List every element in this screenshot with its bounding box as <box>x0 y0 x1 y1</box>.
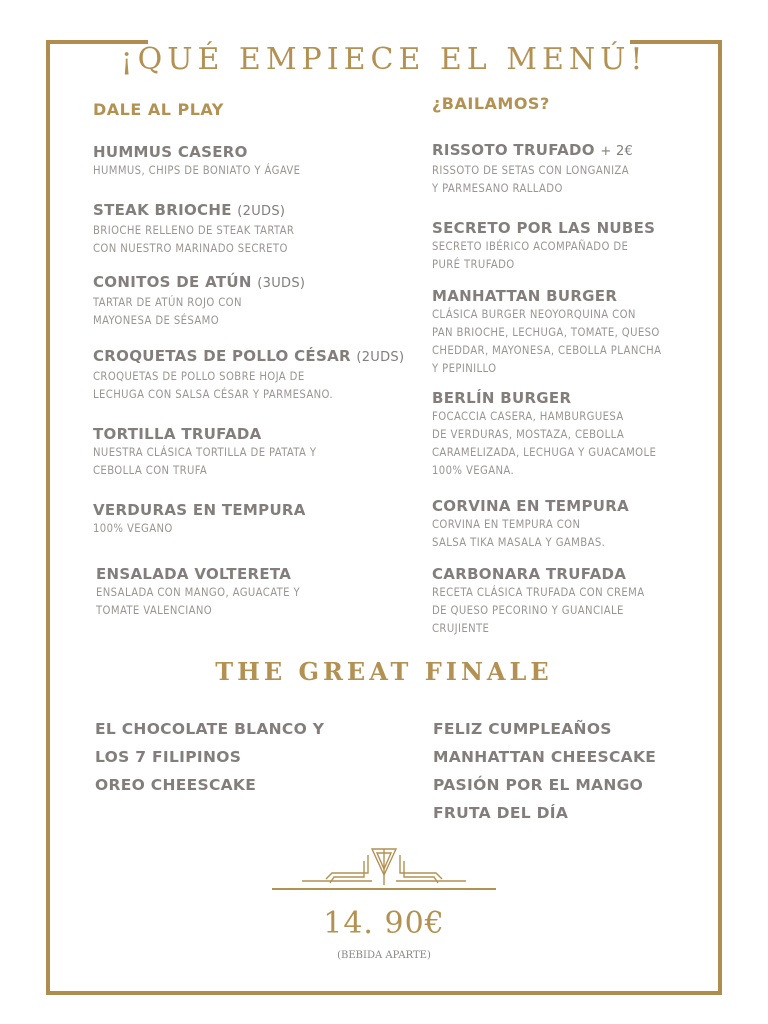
dish-name: SECRETO POR LAS NUBES <box>432 219 656 237</box>
dish-name: RISSOTO TRUFADO + 2€ <box>432 141 634 159</box>
frame-bottom <box>46 991 722 995</box>
dish-description: RISSOTO DE SETAS CON LONGANIZA Y PARMESANO RALLADO <box>432 164 630 195</box>
dish-name: CORVINA EN TEMPURA <box>432 497 630 515</box>
dish-extra: (2UDS) <box>237 204 286 219</box>
finale-title: THE GREAT FINALE <box>215 657 553 686</box>
dish-name: ENSALADA VOLTERETA <box>96 565 292 583</box>
dish-description: SECRETO IBÉRICO ACOMPAÑADO DE PURÉ TRUFADO <box>432 240 629 271</box>
dish-name: CARBONARA TRUFADA <box>432 565 627 583</box>
dish-description: CROQUETAS DE POLLO SOBRE HOJA DE LECHUGA CON SALSA CÉSAR Y PARMESANO. <box>93 370 333 401</box>
dish-manhattan-burger <box>432 286 661 378</box>
dish-steak-brioche <box>93 200 294 258</box>
dish-description: HUMMUS, CHIPS DE BONIATO Y ÁGAVE <box>93 164 301 177</box>
section-title-bailamos: ¿BAILAMOS? <box>432 94 550 113</box>
dish-extra: + 2€ <box>600 144 634 159</box>
dish-berlin-burger <box>432 388 656 480</box>
dish-extra: (2UDS) <box>356 350 405 365</box>
dish-description: TARTAR DE ATÚN ROJO CON MAYONESA DE SÉSAMO <box>93 296 242 327</box>
dish-name: STEAK BRIOCHE (2UDS) <box>93 201 286 219</box>
dessert-item: EL CHOCOLATE BLANCO Y <box>95 720 325 738</box>
dish-conitos-de-atun <box>93 272 305 330</box>
frame-right <box>718 40 722 995</box>
section-title-dale-al-play: DALE AL PLAY <box>93 100 224 119</box>
dessert-item: OREO CHEESCAKE <box>95 776 257 794</box>
frame-left <box>46 40 50 995</box>
dessert-item: FRUTA DEL DÍA <box>433 804 569 822</box>
dish-corvina-tempura <box>432 496 629 552</box>
dish-description: CLÁSICA BURGER NEOYORQUINA CON PAN BRIOCHE, LECHUGA, TOMATE, QUESO CHEDDAR, MAYONESA, CEBOLLA PLANCHA Y PEPINILLO <box>432 308 662 375</box>
menu-title: ¡QUÉ EMPIECE EL MENÚ! <box>120 42 648 78</box>
dish-name: VERDURAS EN TEMPURA <box>93 501 306 519</box>
dish-name: MANHATTAN BURGER <box>432 287 618 305</box>
dish-carbonara-trufada <box>432 564 645 638</box>
art-deco-ornament-icon <box>272 845 496 895</box>
dessert-item: PASIÓN POR EL MANGO <box>433 776 644 794</box>
dish-extra: (3UDS) <box>257 276 306 291</box>
dish-description: RECETA CLÁSICA TRUFADA CON CREMA DE QUESO PECORINO Y GUANCIALE CRUJIENTE <box>432 586 645 635</box>
dessert-item: MANHATTAN CHEESCAKE <box>433 748 657 766</box>
menu-price: 14. 90€ <box>323 906 445 941</box>
dish-description: NUESTRA CLÁSICA TORTILLA DE PATATA Y CEBOLLA CON TRUFA <box>93 446 317 477</box>
dish-name: BERLÍN BURGER <box>432 389 572 407</box>
dessert-item: LOS 7 FILIPINOS <box>95 748 242 766</box>
dish-description: CORVINA EN TEMPURA CON SALSA TIKA MASALA Y GAMBAS. <box>432 518 606 549</box>
dish-ensalada-voltereta <box>96 564 300 620</box>
dish-rissoto-trufado <box>432 140 633 198</box>
dish-croquetas-pollo-cesar <box>93 346 404 404</box>
dish-name: CONITOS DE ATÚN (3UDS) <box>93 273 306 291</box>
drink-note: (BEBIDA APARTE) <box>337 950 431 961</box>
dish-description: ENSALADA CON MANGO, AGUACATE Y TOMATE VALENCIANO <box>96 586 301 617</box>
dish-verduras-tempura <box>93 500 306 538</box>
dessert-item: FELIZ CUMPLEAÑOS <box>433 720 612 738</box>
dish-description: 100% VEGANO <box>93 522 173 535</box>
dish-name: HUMMUS CASERO <box>93 143 248 161</box>
dessert-list-right <box>433 715 656 827</box>
dish-description: BRIOCHE RELLENO DE STEAK TARTAR CON NUESTRO MARINADO SECRETO <box>93 224 295 255</box>
dish-tortilla-trufada <box>93 424 316 480</box>
dish-name: TORTILLA TRUFADA <box>93 425 262 443</box>
dish-name: CROQUETAS DE POLLO CÉSAR (2UDS) <box>93 347 405 365</box>
dish-description: FOCACCIA CASERA, HAMBURGUESA DE VERDURAS, MOSTAZA, CEBOLLA CARAMELIZADA, LECHUGA Y GUACAMOLE 100% VEGANA. <box>432 410 657 477</box>
dish-hummus-casero <box>93 142 300 180</box>
dish-secreto-por-las-nubes <box>432 218 655 274</box>
dessert-list-left <box>95 715 324 799</box>
